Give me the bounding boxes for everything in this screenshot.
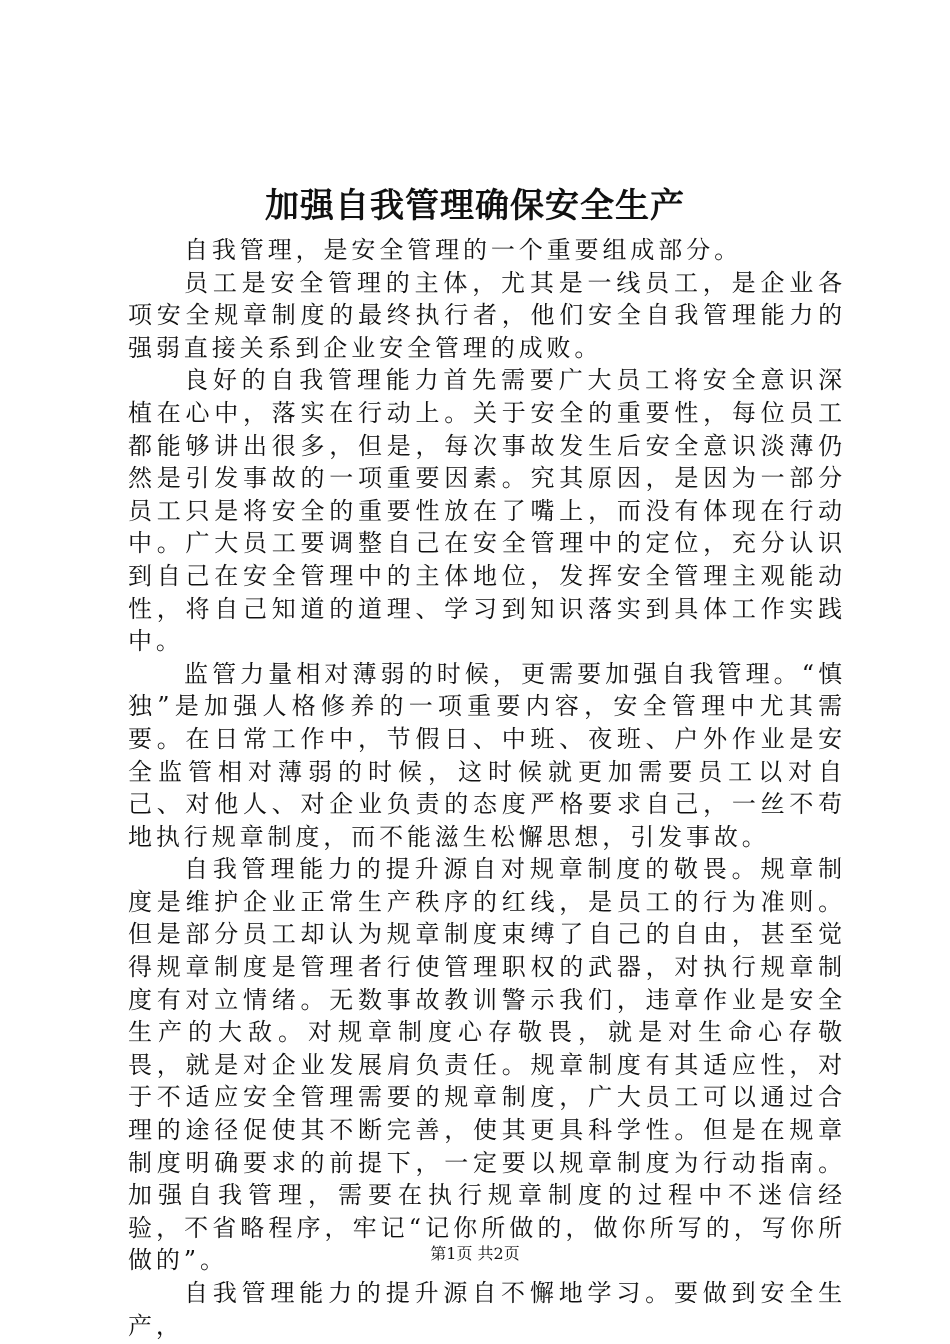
paragraph-2: 员工是安全管理的主体，尤其是一线员工，是企业各项安全规章制度的最终执行者，他们安全自我管理能力的强弱直接关系到企业安全管理的成败。 <box>128 268 846 362</box>
paragraph-4: 监管力量相对薄弱的时候，更需要加强自我管理。“慎独”是加强人格修养的一项重要内容，安全管理中尤其需要。在日常工作中，节假日、中班、夜班、户外作业是安全监管相对薄弱的时候，这时候就更加需要员工以对自己、对他人、对企业负责的态度严格要求自己，一丝不苟地执行规章制度，而不能滋生松懈思想，引发事故。 <box>128 659 846 851</box>
paragraph-6: 自我管理能力的提升源自不懈地学习。要做到安全生产， <box>128 1279 846 1340</box>
page-footer: 第1页 共2页 <box>430 1244 520 1263</box>
document-body <box>128 234 846 1342</box>
paragraph-1: 自我管理，是安全管理的一个重要组成部分。 <box>184 236 742 264</box>
paragraph-5: 自我管理能力的提升源自对规章制度的敬畏。规章制度是维护企业正常生产秩序的红线，是员工的行为准则。但是部分员工却认为规章制度束缚了自己的自由，甚至觉得规章制度是管理者行使管理职权的武器，对执行规章制度有对立情绪。无数事故教训警示我们，违章作业是安全生产的大敌。对规章制度心存敬畏，就是对生命心存敬畏，就是对企业发展肩负责任。规章制度有其适应性，对于不适应安全管理需要的规章制度，广大员工可以通过合理的途径促使其不断完善，使其更具科学性。但是在规章制度明确要求的前提下，一定要以规章制度为行动指南。加强自我管理，需要在执行规章制度的过程中不迷信经验，不省略程序，牢记“记你所做的，做你所写的，写你所做的”。 <box>128 855 846 1275</box>
paragraph-3: 良好的自我管理能力首先需要广大员工将安全意识深植在心中，落实在行动上。关于安全的重要性，每位员工都能够讲出很多，但是，每次事故发生后安全意识淡薄仍然是引发事故的一项重要因素。究其原因，是因为一部分员工只是将安全的重要性放在了嘴上，而没有体现在行动中。广大员工要调整自己在安全管理中的定位，充分认识到自己在安全管理中的主体地位，发挥安全管理主观能动性，将自己知道的道理、学习到知识落实到具体工作实践中。 <box>128 366 846 656</box>
document-title: 加强自我管理确保安全生产 <box>265 186 685 226</box>
